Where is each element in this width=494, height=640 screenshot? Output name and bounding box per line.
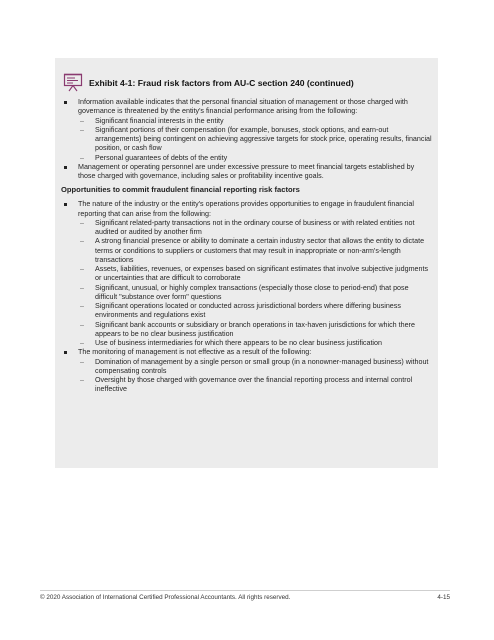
section2-list <box>61 200 432 394</box>
section1-list <box>61 98 432 181</box>
footer-copyright: © 2020 Association of International Certified Professional Accountants. All rights reserved. <box>40 594 291 601</box>
exhibit-box <box>55 58 438 468</box>
sub-item: – Oversight by those charged with governance over the financial reporting process and internal control ineffective <box>78 376 432 395</box>
bullet-text: Management or operating personnel are under excessive pressure to meet financial targets established by those charged with governance, including sales or profitability incentive goals. <box>78 162 415 180</box>
presentation-board-icon <box>63 72 83 92</box>
sub-item: – Assets, liabilities, revenues, or expenses based on significant estimates that involve subjective judgments or uncertainties that are difficult to corroborate <box>78 265 432 284</box>
sub-item: – Use of business intermediaries for which there appears to be no clear business justification <box>78 339 432 348</box>
exhibit-header <box>61 66 432 92</box>
page-number: 4-15 <box>437 594 450 601</box>
sub-list <box>78 358 432 395</box>
bullet-text: Information available indicates that the personal financial situation of management or those charged with governance is threatened by the entity's financial performance arising from the following: <box>78 98 408 116</box>
sub-item: – Personal guarantees of debts of the entity <box>78 154 432 163</box>
sub-item: – Significant operations located or conducted across jurisdictional borders where differing business environments and regulations exist <box>78 302 432 321</box>
section-heading: Opportunities to commit fraudulent financial reporting risk factors <box>61 185 300 195</box>
sub-item: – Significant portions of their compensation (for example, bonuses, stock options, and earn-out arrangements) being contingent on achieving aggressive targets for stock price, operating results, financial position, or cash flow <box>78 126 432 154</box>
sub-item: – A strong financial presence or ability to dominate a certain industry sector that allows the entity to dictate terms or conditions to suppliers or customers that may result in inappropriate or non-arm's-length transactions <box>78 237 432 265</box>
sub-item: – Significant, unusual, or highly complex transactions (especially those close to period-end) that pose difficult "substance over form" questions <box>78 284 432 303</box>
sub-list <box>78 117 432 163</box>
sub-item: – Domination of management by a single person or small group (in a nonowner-managed business) without compensating controls <box>78 358 432 377</box>
sub-item: – Significant financial interests in the entity <box>78 117 432 126</box>
bullet-text: The nature of the industry or the entity's operations provides opportunities to engage in fraudulent financial reporting that can arise from the following: <box>78 200 414 218</box>
bullet-item <box>61 163 432 182</box>
bullet-item <box>61 200 432 348</box>
exhibit-title: Exhibit 4-1: Fraud risk factors from AU-C section 240 (continued) <box>89 78 354 88</box>
sub-list <box>78 219 432 349</box>
bullet-text: The monitoring of management is not effective as a result of the following: <box>78 348 312 357</box>
sub-item: – Significant bank accounts or subsidiary or branch operations in tax-haven jurisdictions for which there appears to be no clear business justification <box>78 321 432 340</box>
footer-divider <box>40 590 450 591</box>
bullet-item <box>61 348 432 394</box>
bullet-item <box>61 98 432 163</box>
sub-item: – Significant related-party transactions not in the ordinary course of business or with related entities not audited or audited by another firm <box>78 219 432 238</box>
